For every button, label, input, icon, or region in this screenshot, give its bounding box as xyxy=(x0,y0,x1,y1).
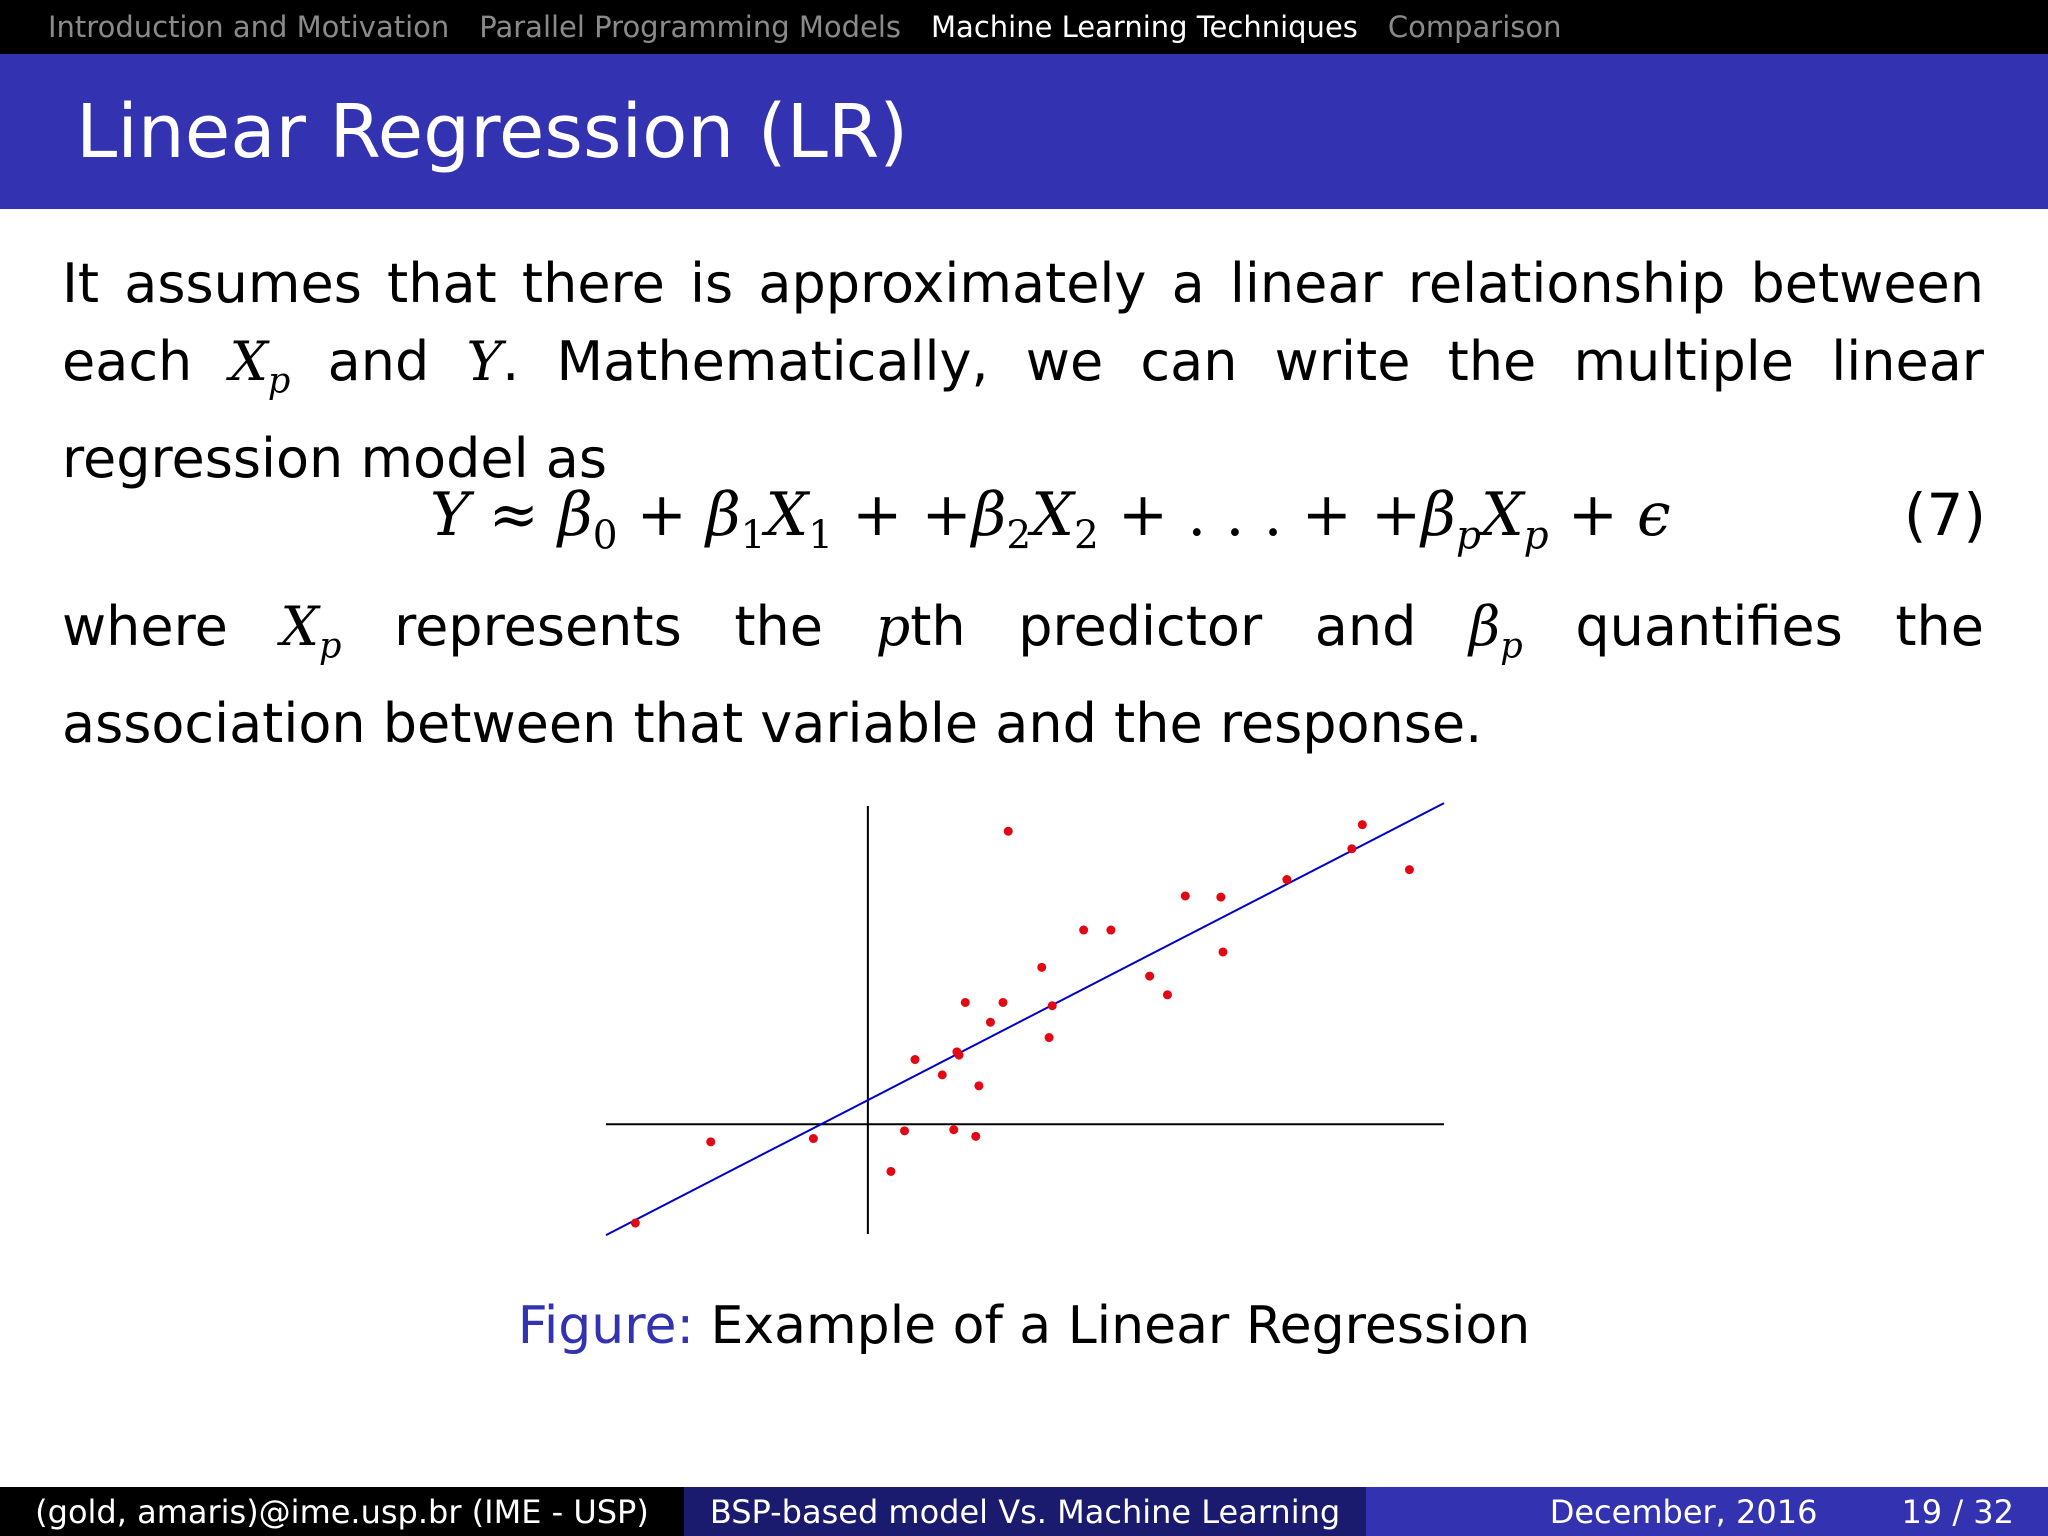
data-point xyxy=(949,1125,958,1134)
data-point xyxy=(1045,1033,1054,1042)
regression-scatter-plot xyxy=(600,800,1450,1240)
section-navigation xyxy=(0,0,2048,54)
data-point xyxy=(952,1047,961,1056)
data-point xyxy=(986,1018,995,1027)
equation-number: (7) xyxy=(1903,481,1986,549)
data-point xyxy=(706,1137,715,1146)
data-point xyxy=(938,1070,947,1079)
footer-bar xyxy=(0,1487,2048,1536)
intro-text-1: It assumes that there is approximately a linear relationship between each xyxy=(62,252,1984,393)
regression-line xyxy=(606,803,1444,1235)
math-xp: $X_p$ xyxy=(280,595,342,667)
math-xp: $X_p$ xyxy=(229,330,291,402)
data-point xyxy=(1181,891,1190,900)
data-point xyxy=(1163,990,1172,999)
intro-text-2: and xyxy=(327,330,467,393)
footer-title-section xyxy=(684,1487,1366,1536)
nav-item-machine-learning[interactable]: Machine Learning Techniques xyxy=(931,10,1358,44)
footer-date: December, 2016 xyxy=(1549,1492,1818,1531)
math-p: p xyxy=(875,595,911,658)
data-point xyxy=(809,1134,818,1143)
expl-text-4: quantifies the association between that variable and the response. xyxy=(62,595,1984,756)
nav-item-parallel-programming[interactable]: Parallel Programming Models xyxy=(479,10,902,44)
data-point xyxy=(1358,820,1367,829)
expl-text-2: represents the xyxy=(341,595,876,658)
regression-equation: $Y \approx \beta_0 + \beta_1X_1 + +\beta_2X_2$ + . . . + $+\beta_pX_p + \epsilon$ xyxy=(430,480,1671,559)
data-point xyxy=(1037,963,1046,972)
data-point xyxy=(961,998,970,1007)
data-point xyxy=(1004,827,1013,836)
data-point xyxy=(974,1081,983,1090)
nav-item-introduction[interactable]: Introduction and Motivation xyxy=(48,10,450,44)
data-point xyxy=(1347,844,1356,853)
data-point xyxy=(900,1126,909,1135)
data-point xyxy=(971,1132,980,1141)
data-point xyxy=(1218,947,1227,956)
data-point xyxy=(886,1167,895,1176)
caption-label: Figure: xyxy=(517,1296,694,1356)
data-point xyxy=(1145,972,1154,981)
data-point xyxy=(999,998,1008,1007)
data-point xyxy=(911,1055,920,1064)
data-point xyxy=(1048,1001,1057,1010)
page-number: 19 / 32 xyxy=(1901,1492,2014,1531)
caption-text: Example of a Linear Regression xyxy=(710,1296,1531,1356)
intro-text-3: . Mathematically, we can write the multiple linear regression model as xyxy=(62,330,1984,491)
expl-text-1: where xyxy=(62,595,281,658)
explanation-paragraph xyxy=(62,588,1984,763)
intro-paragraph xyxy=(62,245,1984,498)
data-point xyxy=(631,1219,640,1228)
data-point xyxy=(1216,893,1225,902)
slide-title: Linear Regression (LR) xyxy=(76,88,909,175)
data-point xyxy=(1079,926,1088,935)
figure-caption xyxy=(0,1296,2048,1356)
data-point xyxy=(1282,875,1291,884)
data-point xyxy=(1405,865,1414,874)
footer-date-section xyxy=(1366,1487,2048,1536)
math-beta-p: $\beta_p$ xyxy=(1469,595,1523,667)
title-bar xyxy=(0,54,2048,209)
footer-authors-section xyxy=(0,1487,684,1536)
footer-talk-title: BSP-based model Vs. Machine Learning xyxy=(709,1492,1341,1531)
expl-text-3: th predictor and xyxy=(910,595,1470,658)
equation-block xyxy=(0,470,2048,560)
footer-authors: (gold, amaris)@ime.usp.br (IME - USP) xyxy=(35,1492,649,1531)
nav-item-comparison[interactable]: Comparison xyxy=(1387,10,1562,44)
math-y: Y xyxy=(466,330,503,393)
data-point xyxy=(1106,926,1115,935)
